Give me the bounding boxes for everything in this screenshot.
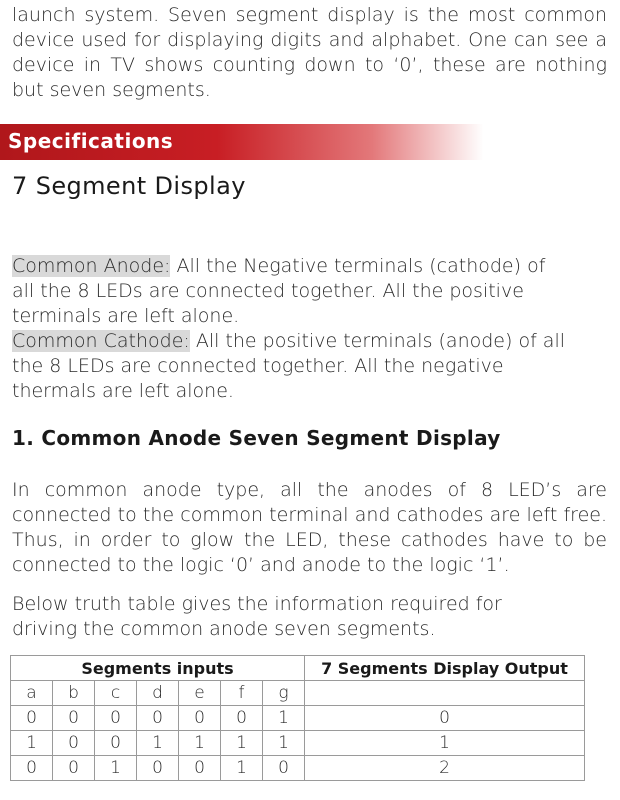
table-cell: 0 <box>263 756 305 781</box>
table-cell: 0 <box>53 706 95 731</box>
table-cell: 1 <box>221 756 263 781</box>
table-cell: 1 <box>95 756 137 781</box>
table-cell: 0 <box>11 706 53 731</box>
truth-table <box>10 655 585 781</box>
table-row <box>11 731 585 756</box>
table-header-row <box>11 656 585 681</box>
common-cathode-text: All the positive terminals (anode) of all the 8 LEDs are connected together. All the negative thermals are left alone. <box>12 330 566 402</box>
table-cell: 0 <box>53 756 95 781</box>
section-title: 7 Segment Display <box>12 172 246 200</box>
table-cell: 0 <box>179 706 221 731</box>
table-cell: 1 <box>263 731 305 756</box>
table-cell: 0 <box>137 756 179 781</box>
empty-cell <box>305 681 585 706</box>
common-anode-paragraph: In common anode type, all the anodes of 8 LED’s are connected to the common terminal and cathodes are left free. Thus, in order to glow the LED, these cathodes have to be connected to the logic ‘0’ and anode to the logic ‘1’. <box>12 479 607 576</box>
common-anode-text: All the Negative terminals (cathode) of all the 8 LEDs are connected together. All the positive terminals are left alone. <box>12 255 546 327</box>
intro-paragraph: launch system. Seven segment display is the most common device used for displaying digits and alphabet. One can see a device in TV shows counting down to ‘0’, these are nothing but seven segments. <box>12 4 607 101</box>
col-header: a <box>11 681 53 706</box>
common-anode-label: Common Anode: <box>12 255 171 277</box>
table-cell: 0 <box>95 731 137 756</box>
table-cell: 0 <box>11 756 53 781</box>
table-cell: 0 <box>221 706 263 731</box>
table-cell: 0 <box>137 706 179 731</box>
table-cell: 1 <box>263 706 305 731</box>
table-cell: 0 <box>95 706 137 731</box>
common-cathode-label: Common Cathode: <box>12 330 190 352</box>
subsection-title: 1. Common Anode Seven Segment Display <box>12 426 501 450</box>
table-cell: 1 <box>11 731 53 756</box>
definitions-paragraph <box>12 254 572 404</box>
table-cell: 1 <box>137 731 179 756</box>
specifications-heading: Specifications <box>8 129 174 153</box>
col-header: g <box>263 681 305 706</box>
table-cell: 1 <box>221 731 263 756</box>
display-output-header: 7 Segments Display Output <box>305 656 585 681</box>
col-header: c <box>95 681 137 706</box>
table-row <box>11 706 585 731</box>
col-header: e <box>179 681 221 706</box>
table-row <box>11 681 585 706</box>
table-cell: 0 <box>305 706 585 731</box>
table-cell: 1 <box>179 731 221 756</box>
table-cell: 1 <box>305 731 585 756</box>
table-cell: 0 <box>53 731 95 756</box>
col-header: b <box>53 681 95 706</box>
truth-table-intro: Below truth table gives the information required for driving the common anode seven segments. <box>12 593 502 640</box>
col-header: d <box>137 681 179 706</box>
table-cell: 2 <box>305 756 585 781</box>
table-cell: 0 <box>179 756 221 781</box>
segments-inputs-header: Segments inputs <box>11 656 305 681</box>
table-row <box>11 756 585 781</box>
col-header: f <box>221 681 263 706</box>
specifications-banner <box>0 124 620 160</box>
